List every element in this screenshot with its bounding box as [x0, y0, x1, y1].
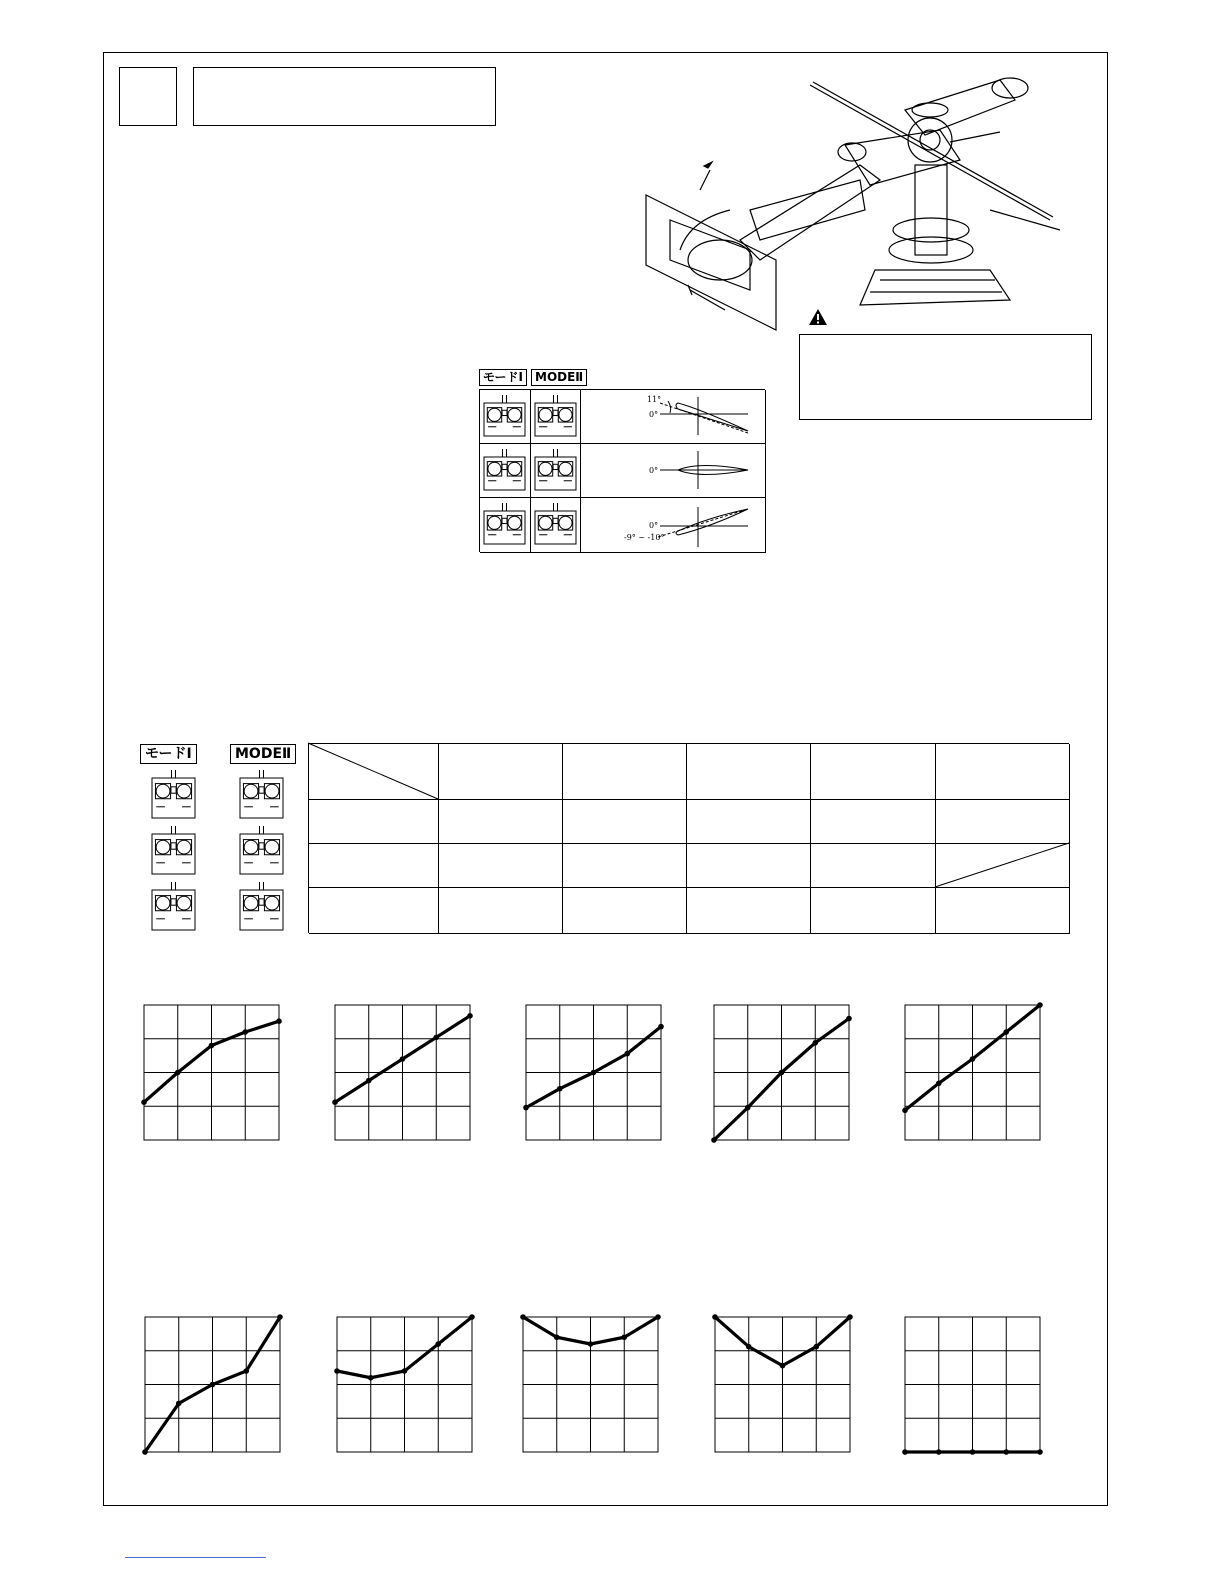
curve-point — [433, 1035, 439, 1041]
pitch-mark-zero-2: 0° — [649, 466, 659, 475]
transmitter-mode2-icon — [240, 882, 283, 930]
transmitter-mode2-icon — [535, 503, 576, 544]
mode2-tag-large: MODEⅡ — [230, 744, 296, 764]
curve-point — [1003, 1029, 1009, 1035]
curve-point — [332, 1099, 338, 1105]
mode2-tag-small: MODEⅡ — [531, 369, 587, 386]
curve-chart — [900, 1312, 1045, 1457]
curve-chart — [710, 1312, 855, 1457]
mode1-tag-large: モードⅠ — [140, 744, 197, 764]
curve-point — [175, 1070, 181, 1076]
section-title-box — [193, 67, 496, 126]
curve-point — [523, 1105, 529, 1111]
curve-chart — [521, 1000, 666, 1145]
step-number-box — [119, 67, 177, 126]
settings-table-diagonals — [308, 743, 1069, 933]
curve-point — [277, 1314, 283, 1320]
curve-point — [745, 1105, 751, 1111]
curve-chart — [140, 1312, 285, 1457]
curve-point — [746, 1344, 752, 1350]
curve-chart — [139, 1000, 284, 1145]
curve-point — [621, 1334, 627, 1340]
curve-point — [176, 1401, 182, 1407]
curve-chart — [709, 1000, 854, 1145]
transmitter-mode1-icon — [152, 770, 195, 818]
curve-point — [210, 1382, 216, 1388]
rotor-head-illustration — [630, 70, 1110, 340]
curve-point — [435, 1341, 441, 1347]
curve-point — [658, 1024, 664, 1030]
curve-chart — [330, 1000, 475, 1145]
curve-point — [813, 1344, 819, 1350]
curve-point — [400, 1056, 406, 1062]
curve-point — [1003, 1449, 1009, 1455]
curve-point — [712, 1314, 718, 1320]
curve-point — [366, 1078, 372, 1084]
curve-transmitter-icons — [140, 768, 300, 938]
warning-triangle-icon — [808, 308, 828, 326]
pitch-mark-zero-1: 0° — [649, 410, 659, 419]
curve-point — [936, 1081, 942, 1087]
curve-point — [711, 1137, 717, 1143]
pitch-transmitter-icons — [479, 389, 589, 552]
curve-point — [520, 1314, 526, 1320]
curve-point — [970, 1056, 976, 1062]
curve-point — [402, 1368, 408, 1374]
curve-point — [780, 1363, 786, 1369]
curve-chart — [332, 1312, 477, 1457]
curve-point — [588, 1341, 594, 1347]
curve-chart — [900, 1000, 1045, 1145]
transmitter-mode1-icon — [484, 449, 525, 490]
curve-chart — [518, 1312, 663, 1457]
curve-point — [591, 1070, 597, 1076]
transmitter-mode1-icon — [484, 395, 525, 436]
curve-point — [368, 1375, 374, 1381]
pitch-mark-high: 11° — [647, 395, 662, 404]
curve-point — [1037, 1449, 1043, 1455]
curve-point — [847, 1314, 853, 1320]
curve-point — [141, 1099, 147, 1105]
pitch-mark-low: -9° ~ -10° — [624, 533, 665, 542]
curve-point — [242, 1029, 248, 1035]
curve-point — [469, 1314, 475, 1320]
transmitter-mode1-icon — [484, 503, 525, 544]
curve-point — [243, 1368, 249, 1374]
warning-box — [799, 334, 1092, 420]
pitch-mark-zero-3: 0° — [649, 521, 659, 530]
transmitter-mode1-icon — [152, 882, 195, 930]
transmitter-mode2-icon — [240, 770, 283, 818]
curve-point — [902, 1108, 908, 1114]
curve-point — [846, 1016, 852, 1022]
transmitter-mode2-icon — [535, 449, 576, 490]
transmitter-mode1-icon — [152, 826, 195, 874]
pitch-airfoil-diagrams — [580, 389, 766, 552]
curve-point — [1037, 1002, 1043, 1008]
curve-point — [554, 1334, 560, 1340]
curve-point — [970, 1449, 976, 1455]
transmitter-mode2-icon — [535, 395, 576, 436]
mode1-tag-small: モードⅠ — [479, 369, 527, 386]
curve-point — [142, 1449, 148, 1455]
curve-point — [779, 1070, 785, 1076]
transmitter-mode2-icon — [240, 826, 283, 874]
footer-rule — [125, 1557, 266, 1558]
curve-point — [655, 1314, 661, 1320]
curve-point — [276, 1018, 282, 1024]
curve-point — [334, 1368, 340, 1374]
curve-point — [624, 1051, 630, 1057]
curve-point — [936, 1449, 942, 1455]
curve-point — [557, 1086, 563, 1092]
curve-point — [812, 1040, 818, 1046]
curve-point — [902, 1449, 908, 1455]
curve-point — [209, 1043, 215, 1049]
curve-point — [467, 1013, 473, 1019]
